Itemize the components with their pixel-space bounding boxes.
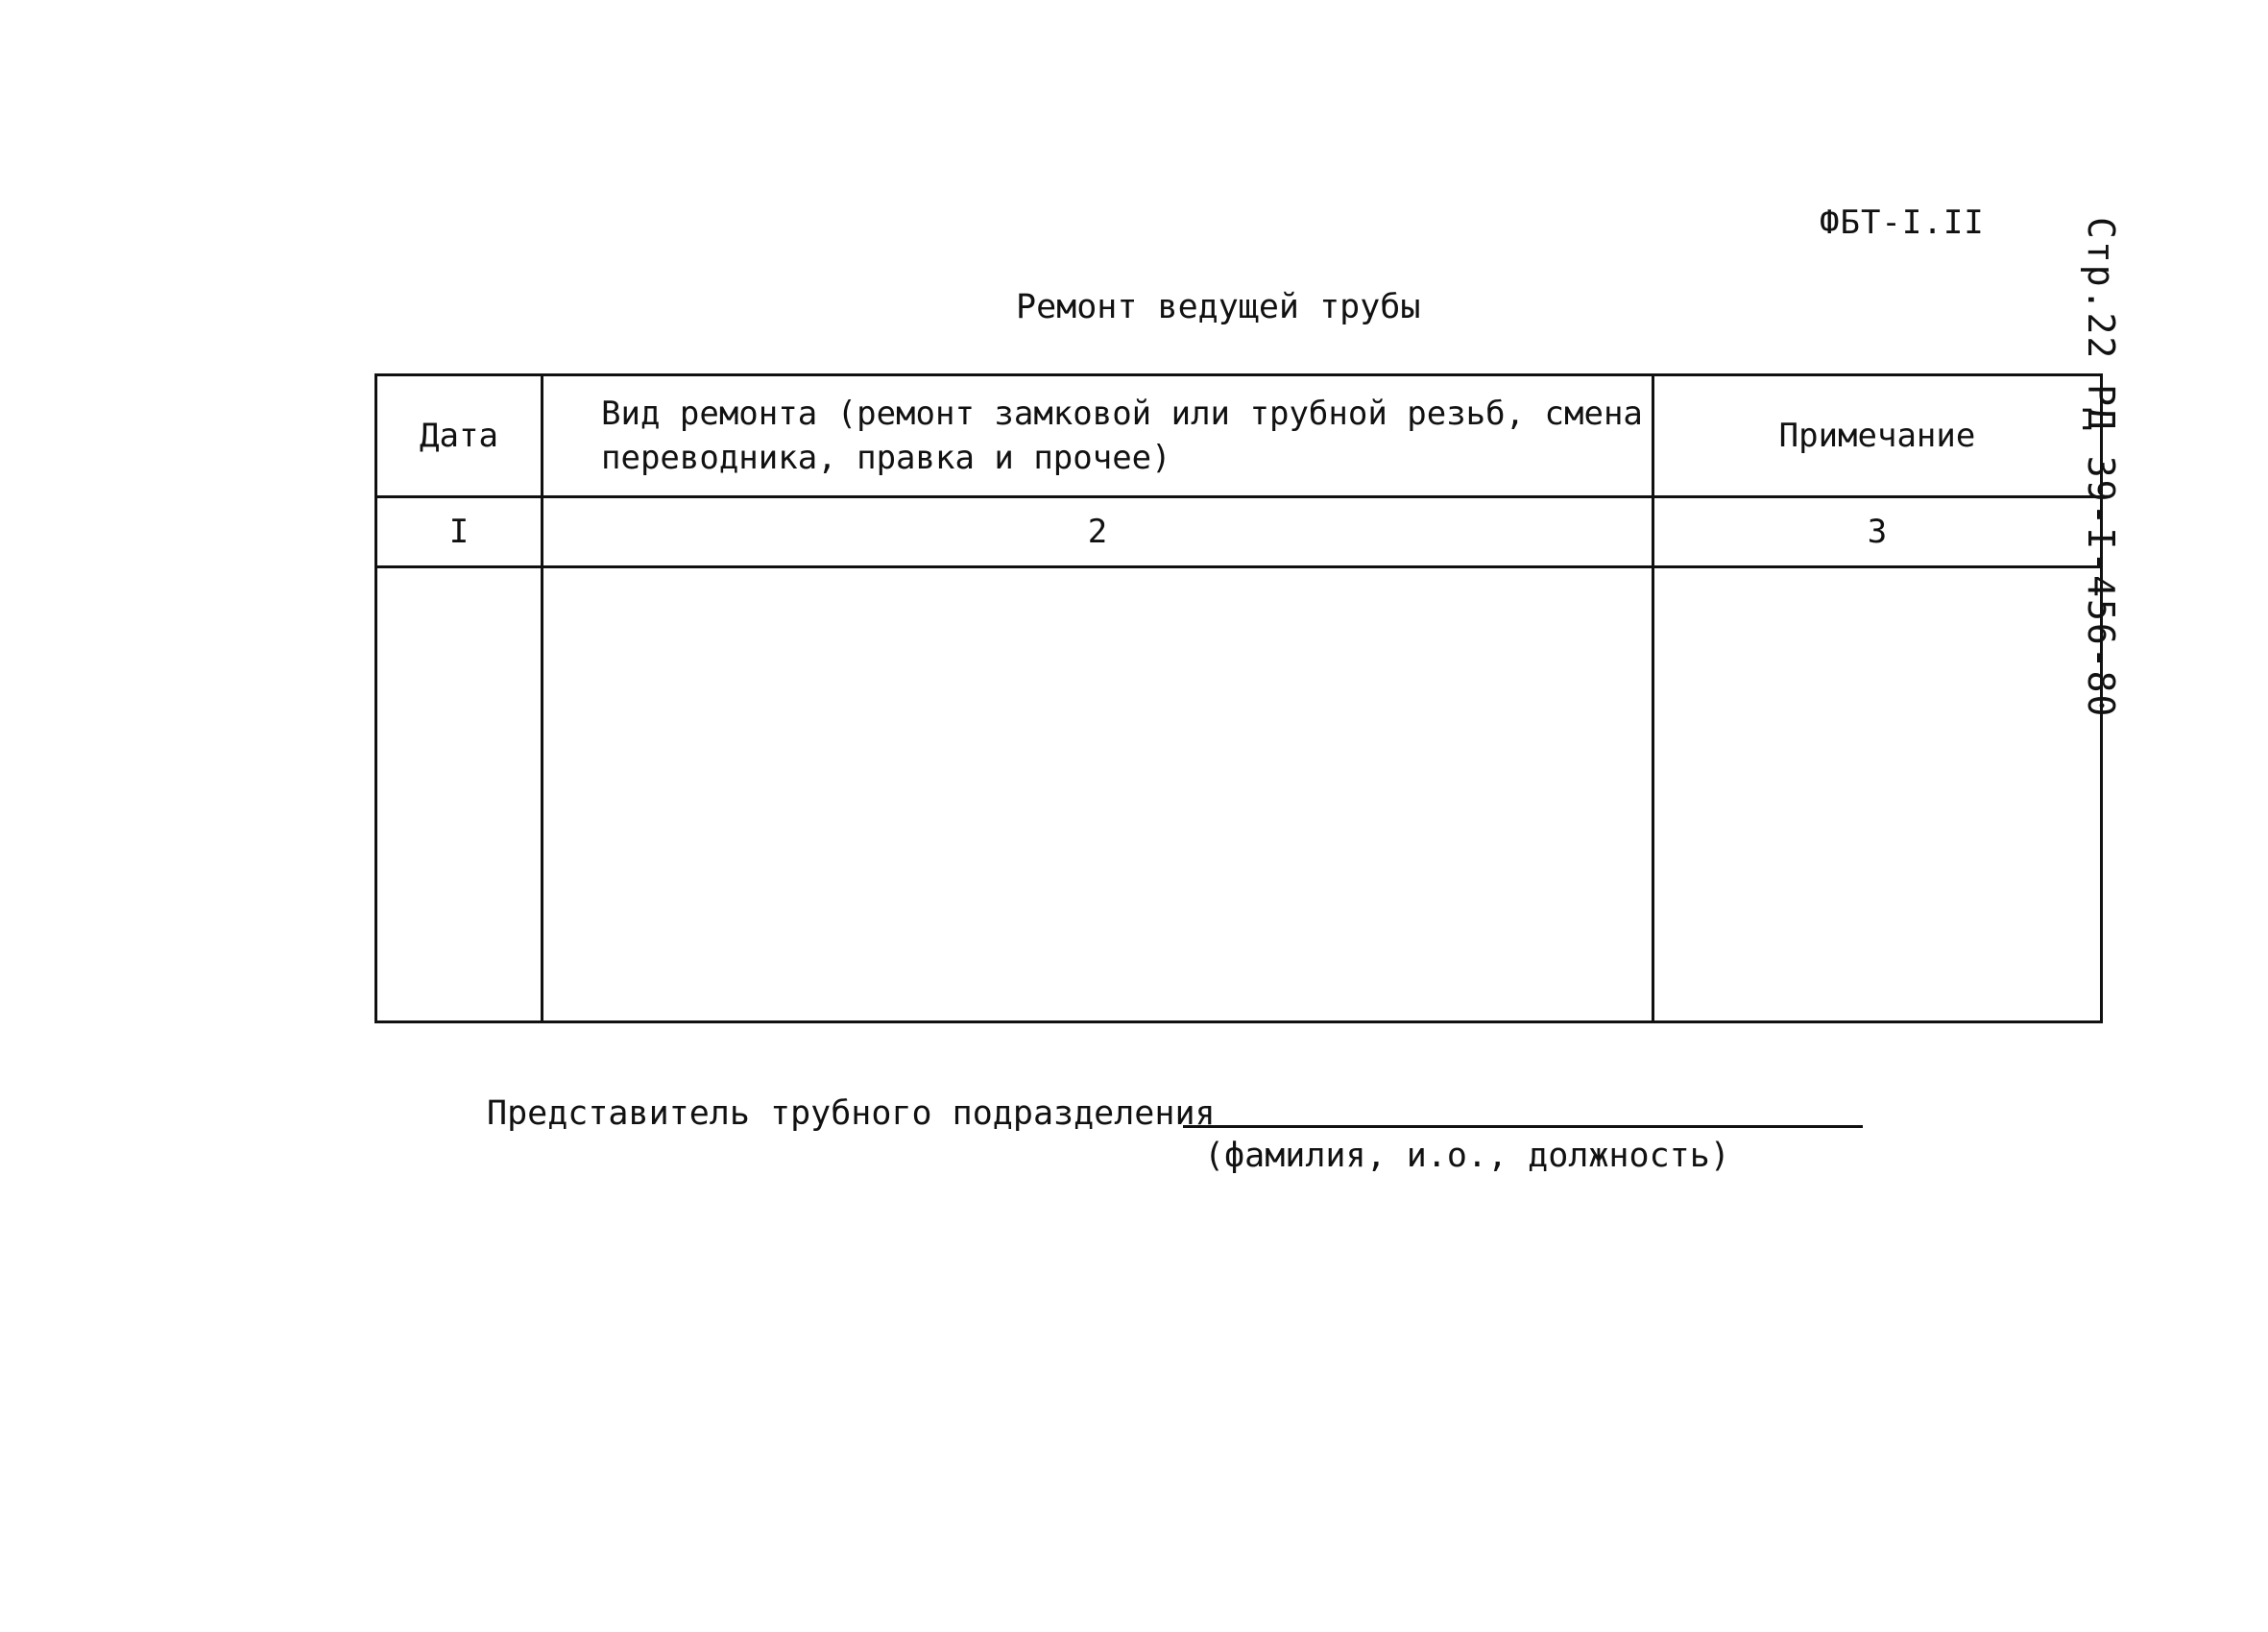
column-number-row [376, 497, 2102, 567]
table-row [376, 567, 2102, 1022]
table-header-row [376, 375, 2102, 497]
repair-table [374, 373, 2103, 1023]
cell-date[interactable] [376, 567, 543, 1022]
signature-line[interactable] [1183, 1125, 1863, 1128]
header-note: Примечание [1653, 375, 2102, 497]
header-date: Дата [376, 375, 543, 497]
header-repair-type: Вид ремонта (ремонт замковой или трубной резьб, смена переводника, правка и прочее) [543, 375, 1653, 497]
signature-caption: (фамилия, и.о., должность) [1204, 1137, 1730, 1175]
page-title: Ремонт ведущей трубы [1016, 288, 1421, 326]
signature-label: Представитель трубного подразделения [487, 1094, 1216, 1133]
page-reference: Стр.22 РД 39-I-456-80 [2080, 217, 2122, 719]
column-number-3: 3 [1653, 497, 2102, 567]
column-number-1: I [376, 497, 543, 567]
cell-repair-type[interactable] [543, 567, 1653, 1022]
form-code: ФБТ-I.II [1820, 204, 1985, 242]
column-number-2: 2 [543, 497, 1653, 567]
cell-note[interactable] [1653, 567, 2102, 1022]
